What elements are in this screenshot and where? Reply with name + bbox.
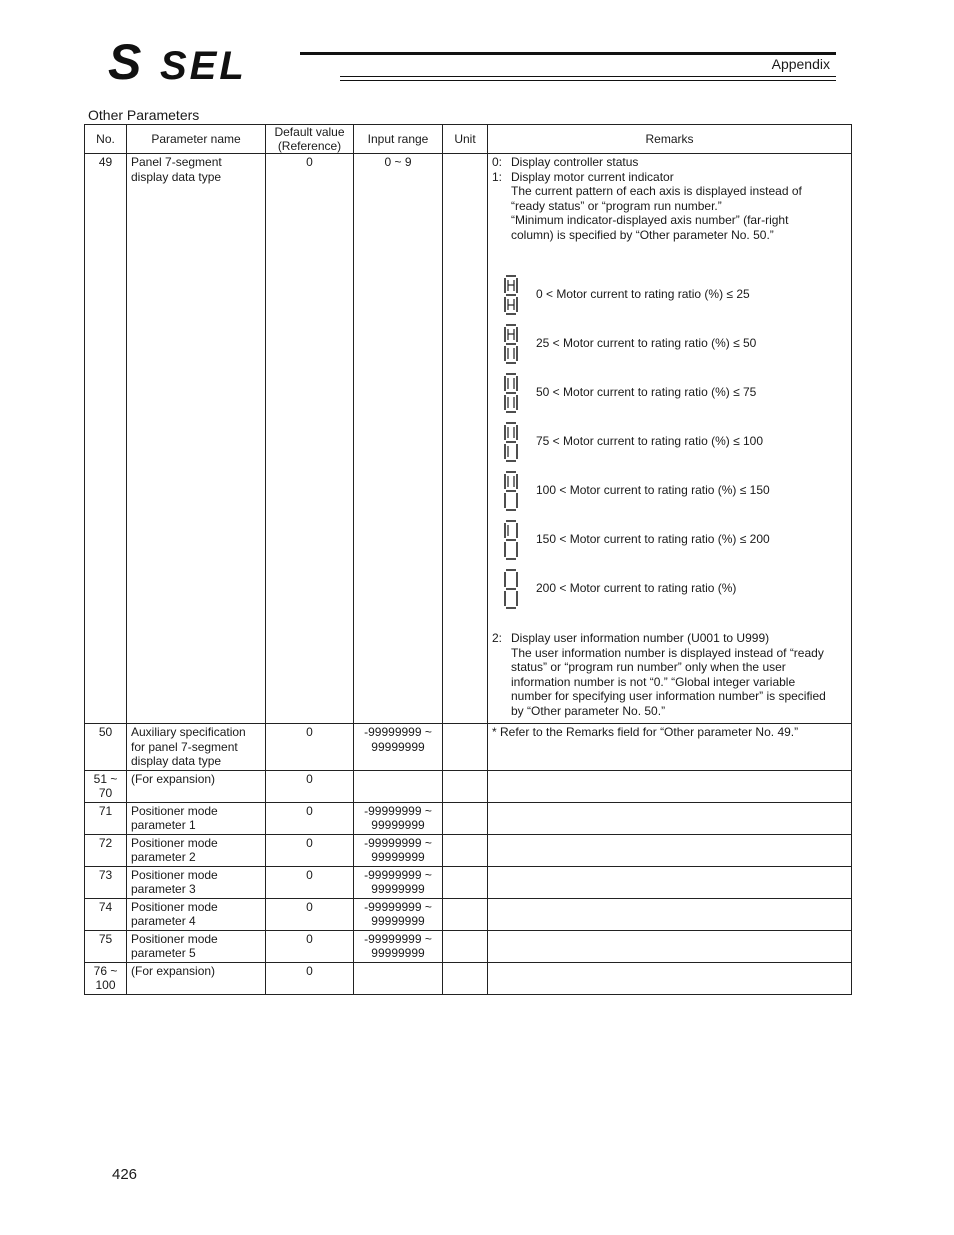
indicator-level-row (492, 417, 847, 466)
table-row (85, 866, 852, 898)
indicator-level-row (492, 319, 847, 368)
param-no: 71 (85, 802, 127, 834)
param-name: Positioner mode parameter 1 (127, 802, 266, 834)
table-row (85, 898, 852, 930)
seven-segment-icon (500, 420, 522, 464)
column-header: Input range (354, 125, 443, 154)
svg-text:S: S (108, 36, 142, 86)
param-name: Positioner mode parameter 2 (127, 834, 266, 866)
param-no: 75 (85, 930, 127, 962)
table-title: Other Parameters (88, 107, 200, 123)
param-default: 0 (266, 962, 354, 994)
param-name: Positioner mode parameter 3 (127, 866, 266, 898)
table-row (85, 724, 852, 771)
indicator-level-text: 25 < Motor current to rating ratio (%) ≤ 50 (536, 336, 757, 351)
table-row (85, 930, 852, 962)
column-header: Remarks (488, 125, 852, 154)
param-name: Positioner mode parameter 5 (127, 930, 266, 962)
param-remarks (488, 866, 852, 898)
param-no: 51 ~ 70 (85, 770, 127, 802)
param-name: (For expansion) (127, 962, 266, 994)
param-remarks (488, 834, 852, 866)
param-no: 73 (85, 866, 127, 898)
param-range: -99999999 ~ 99999999 (354, 930, 443, 962)
table-row (85, 834, 852, 866)
param-unit (443, 962, 488, 994)
indicator-level-text: 200 < Motor current to rating ratio (%) (536, 581, 737, 596)
remark-detail: The user information number is displayed instead of “ready status” or “program run number” only when the user information number is not “0.” “Global integer variable number for specifying user information number” is specified by “Other parameter No. 50.” (511, 645, 826, 718)
header-rule (340, 76, 836, 77)
param-default: 0 (266, 898, 354, 930)
param-remarks: * Refer to the Remarks field for “Other parameter No. 49.” (488, 724, 852, 771)
seven-segment-icon (500, 371, 522, 415)
param-default: 0 (266, 866, 354, 898)
param-default: 0 (266, 154, 354, 724)
page-number: 426 (112, 1166, 138, 1183)
param-no: 74 (85, 898, 127, 930)
svg-text:SEL: SEL (160, 44, 247, 86)
param-unit (443, 834, 488, 866)
param-no: 49 (85, 154, 127, 724)
column-header: Default value (Reference) (266, 125, 354, 154)
indicator-level-text: 100 < Motor current to rating ratio (%) ≤ 150 (536, 483, 770, 498)
seven-segment-icon (500, 322, 522, 366)
param-range (354, 770, 443, 802)
indicator-level-text: 150 < Motor current to rating ratio (%) ≤ 200 (536, 532, 770, 547)
header-rule (340, 80, 836, 81)
table-row (85, 770, 852, 802)
param-range: -99999999 ~ 99999999 (354, 724, 443, 771)
remark-item: 2: Display user information number (U001 to U999) (492, 631, 770, 645)
param-range: 0 ~ 9 (354, 154, 443, 724)
param-no: 76 ~ 100 (85, 962, 127, 994)
param-remarks (488, 770, 852, 802)
table-row (85, 802, 852, 834)
seven-segment-icon (500, 567, 522, 611)
param-unit (443, 724, 488, 771)
param-name: Panel 7-segment display data type (127, 154, 266, 724)
indicator-level-text: 50 < Motor current to rating ratio (%) ≤ 75 (536, 385, 757, 400)
column-header: No. (85, 125, 127, 154)
header-rule (300, 52, 836, 55)
remark-item: 1: Display motor current indicator (492, 169, 674, 184)
param-remarks (488, 802, 852, 834)
column-header: Parameter name (127, 125, 266, 154)
param-name: (For expansion) (127, 770, 266, 802)
param-default: 0 (266, 834, 354, 866)
indicator-level-row (492, 368, 847, 417)
param-range (354, 962, 443, 994)
param-name: Auxiliary specification for panel 7-segment display data type (127, 724, 266, 771)
param-range: -99999999 ~ 99999999 (354, 866, 443, 898)
param-remarks (488, 962, 852, 994)
table-header-row (85, 125, 852, 154)
param-unit (443, 866, 488, 898)
table-row (85, 962, 852, 994)
table-row (85, 154, 852, 724)
param-range: -99999999 ~ 99999999 (354, 834, 443, 866)
indicator-level-row (492, 270, 847, 319)
indicator-level-row (492, 515, 847, 564)
indicator-level-text: 0 < Motor current to rating ratio (%) ≤ 25 (536, 287, 750, 302)
param-unit (443, 802, 488, 834)
param-no: 50 (85, 724, 127, 771)
param-default: 0 (266, 802, 354, 834)
seven-segment-icon (500, 273, 522, 317)
param-remarks (488, 154, 852, 724)
seven-segment-icon (500, 469, 522, 513)
sel-logo (108, 36, 338, 86)
param-unit (443, 930, 488, 962)
section-label: Appendix (771, 56, 830, 72)
param-unit (443, 770, 488, 802)
param-name: Positioner mode parameter 4 (127, 898, 266, 930)
indicator-list (492, 270, 847, 613)
param-unit (443, 898, 488, 930)
param-default: 0 (266, 770, 354, 802)
param-default: 0 (266, 930, 354, 962)
column-header: Unit (443, 125, 488, 154)
param-default: 0 (266, 724, 354, 771)
param-unit (443, 154, 488, 724)
param-range: -99999999 ~ 99999999 (354, 898, 443, 930)
param-no: 72 (85, 834, 127, 866)
param-range: -99999999 ~ 99999999 (354, 802, 443, 834)
parameters-table (84, 124, 852, 995)
indicator-level-row (492, 564, 847, 613)
seven-segment-icon (500, 518, 522, 562)
indicator-level-text: 75 < Motor current to rating ratio (%) ≤ 100 (536, 434, 764, 449)
remark-item: 0: Display controller status (492, 155, 639, 169)
param-remarks (488, 930, 852, 962)
param-remarks (488, 898, 852, 930)
remark-detail: The current pattern of each axis is displayed instead of “ready status” or “program run number.” “Minimum indicator-displayed axis number” (far-right column) is specified by “Other parameter No. 50.” (511, 184, 802, 242)
indicator-level-row (492, 466, 847, 515)
